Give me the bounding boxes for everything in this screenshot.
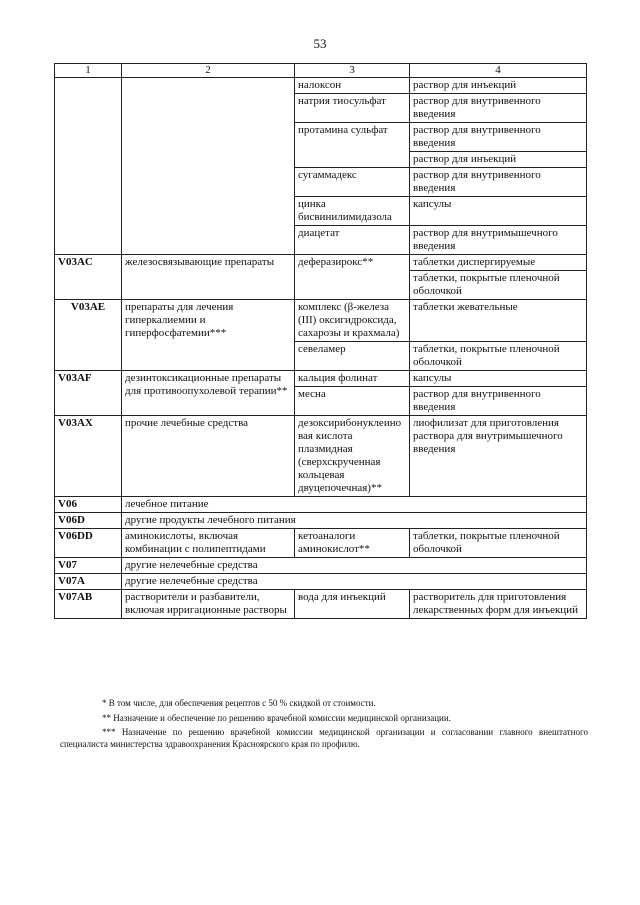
atc-group: аминокислоты, включая комбинации с полипептидами: [122, 529, 295, 558]
drug-table: [54, 63, 587, 619]
header-col-1: 1: [55, 64, 122, 78]
table-row: [55, 529, 587, 558]
footnote: *** Назначение по решению врачебной комиссии медицинской организации и согласовании главного внештатного специалиста министерства здравоохранения Красноярского края по профилю.: [60, 727, 588, 749]
drug-name: кетоаналоги аминокислот**: [295, 529, 410, 558]
group-cell: [122, 78, 295, 255]
atc-group: дезинтоксикационные препараты для противоопухолевой терапии**: [122, 371, 295, 416]
atc-group: другие продукты лечебного питания: [122, 513, 587, 529]
atc-code: V07: [55, 558, 122, 574]
table-row: [55, 78, 587, 94]
header-col-3: 3: [295, 64, 410, 78]
drug-name: месна: [295, 387, 410, 416]
dosage-form: раствор для инъекций: [410, 78, 587, 94]
drug-name: деферазирокс**: [295, 255, 410, 300]
atc-code: V03AX: [55, 416, 122, 497]
drug-name: комплекс (β-железа (III) оксигидроксида, сахарозы и крахмала): [295, 300, 410, 342]
dosage-form: таблетки диспергируемые: [410, 255, 587, 271]
dosage-form: таблетки, покрытые пленочной оболочкой: [410, 271, 587, 300]
table-header-row: [55, 64, 587, 78]
atc-code: V06D: [55, 513, 122, 529]
drug-name: цинка бисвинилимидазола: [295, 197, 410, 226]
drug-name: налоксон: [295, 78, 410, 94]
atc-group: растворители и разбавители, включая ирригационные растворы: [122, 590, 295, 619]
atc-code: V07AB: [55, 590, 122, 619]
atc-group: железосвязывающие препараты: [122, 255, 295, 300]
atc-code: V06: [55, 497, 122, 513]
dosage-form: капсулы: [410, 197, 587, 226]
table-row: [55, 300, 587, 342]
code-cell: [55, 78, 122, 255]
drug-name: сугаммадекс: [295, 168, 410, 197]
drug-name: протамина сульфат: [295, 123, 410, 168]
drug-name: диацетат: [295, 226, 410, 255]
dosage-form: растворитель для приготовления лекарственных форм для инъекций: [410, 590, 587, 619]
drug-name: натрия тиосульфат: [295, 94, 410, 123]
footnotes: [60, 698, 588, 753]
dosage-form: таблетки жевательные: [410, 300, 587, 342]
dosage-form: раствор для внутривенного введения: [410, 168, 587, 197]
drug-name: дезоксирибонуклеиновая кислота плазмидная (сверхскрученная кольцевая двуцепочечная)**: [295, 416, 410, 497]
dosage-form: капсулы: [410, 371, 587, 387]
page-number: 53: [313, 36, 327, 51]
atc-group: другие нелечебные средства: [122, 574, 587, 590]
dosage-form: раствор для внутривенного введения: [410, 94, 587, 123]
dosage-form: раствор для внутривенного введения: [410, 387, 587, 416]
dosage-form: лиофилизат для приготовления раствора для внутримышечного введения: [410, 416, 587, 497]
header-col-2: 2: [122, 64, 295, 78]
table-row: [55, 416, 587, 497]
table-row: [55, 574, 587, 590]
atc-group: прочие лечебные средства: [122, 416, 295, 497]
header-col-4: 4: [410, 64, 587, 78]
atc-code: V03AC: [55, 255, 122, 300]
table-row: [55, 558, 587, 574]
dosage-form: таблетки, покрытые пленочной оболочкой: [410, 529, 587, 558]
drug-name: вода для инъекций: [295, 590, 410, 619]
atc-group: другие нелечебные средства: [122, 558, 587, 574]
footnote: ** Назначение и обеспечение по решению врачебной комиссии медицинской организации.: [102, 712, 451, 723]
atc-code: V06DD: [55, 529, 122, 558]
atc-group: препараты для лечения гиперкалиемии и гиперфосфатемии***: [122, 300, 295, 371]
drug-name: кальция фолинат: [295, 371, 410, 387]
atc-code: V03AE: [55, 300, 122, 371]
atc-code: V07A: [55, 574, 122, 590]
atc-code: V03AF: [55, 371, 122, 416]
drug-name: севеламер: [295, 342, 410, 371]
table-row: [55, 371, 587, 387]
table-row: [55, 513, 587, 529]
dosage-form: раствор для внутримышечного введения: [410, 226, 587, 255]
atc-group: лечебное питание: [122, 497, 587, 513]
table-row: [55, 497, 587, 513]
dosage-form: раствор для внутривенного введения: [410, 123, 587, 152]
dosage-form: таблетки, покрытые пленочной оболочкой: [410, 342, 587, 371]
table-row: [55, 590, 587, 619]
footnote: * В том числе, для обеспечения рецептов с 50 % скидкой от стоимости.: [102, 698, 376, 708]
table-row: [55, 255, 587, 271]
dosage-form: раствор для инъекций: [410, 152, 587, 168]
